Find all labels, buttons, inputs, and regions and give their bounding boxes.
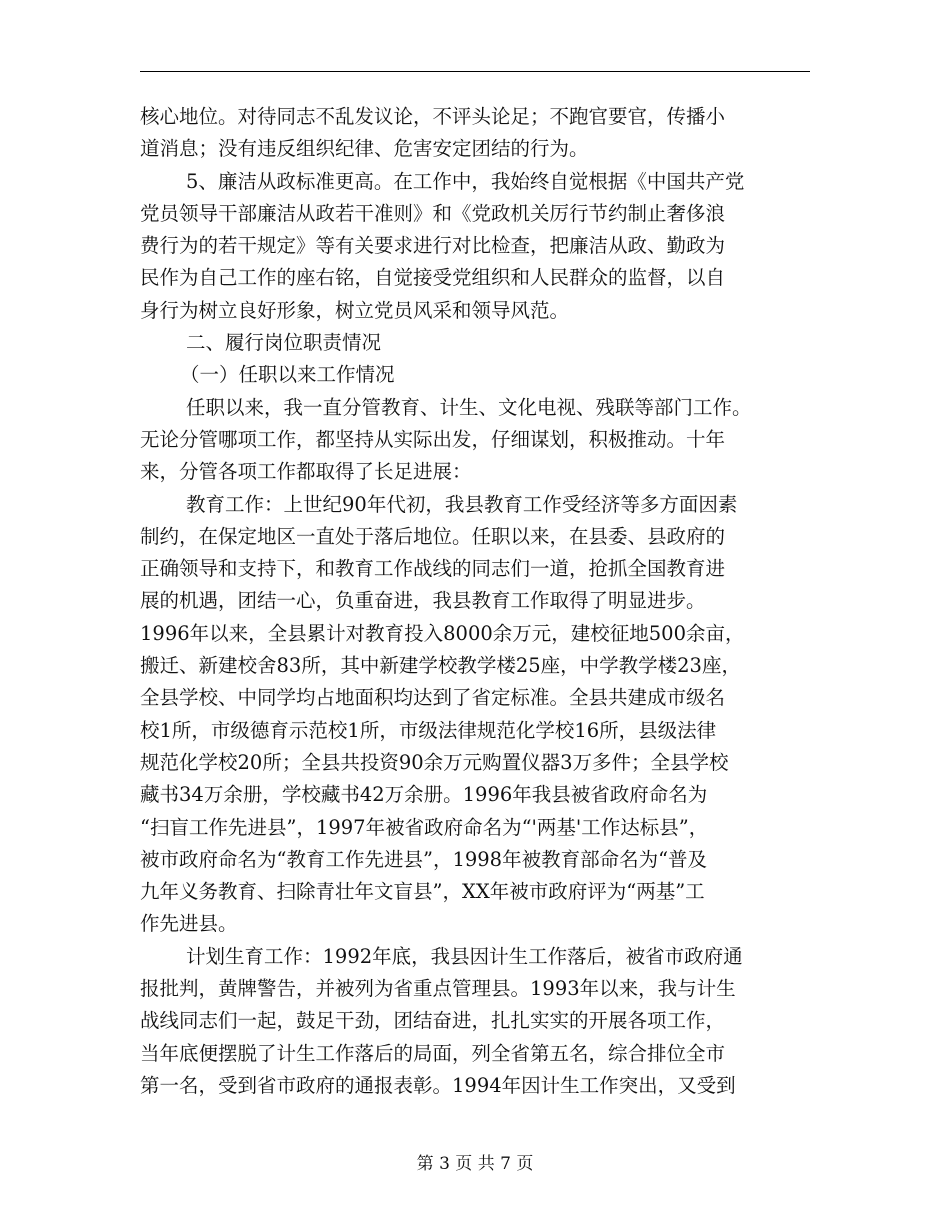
text-line: 民作为自己工作的座右铭，自觉接受党组织和人民群众的监督，以自 — [140, 266, 726, 290]
text-line: 1996年以来，全县累计对教育投入8000余万元，建校征地500余亩， — [140, 621, 745, 645]
page-footer: 第 3 页 共 7 页 — [416, 1154, 534, 1174]
text-line: 战线同志们一起，鼓足干劲，团结奋进，扎扎实实的开展各项工作， — [140, 1009, 726, 1033]
text-line: 报批判，黄牌警告，并被列为省重点管理县。1993年以来，我与计生 — [140, 977, 736, 1001]
text-line: 核心地位。对待同志不乱发议论，不评头论足；不跑官要官，传播小 — [140, 105, 726, 128]
text-line: 制约，在保定地区一直处于落后地位。任职以来，在县委、县政府的 — [140, 524, 726, 548]
text-line: 身行为树立良好形象，树立党员风采和领导风范。 — [140, 298, 570, 322]
paragraph-start: 计划生育工作：1992年底，我县因计生工作落后，被省市政府通 — [186, 944, 743, 968]
paragraph-start: 5、廉洁从政标准更高。在工作中，我始终自觉根据《中国共产党 — [186, 169, 745, 193]
text-line: 校1所，市级德育示范校1所，市级法律规范化学校16所，县级法律 — [140, 718, 717, 742]
paragraph-start: 任职以来，我一直分管教育、计生、文化电视、残联等部门工作。 — [186, 395, 752, 419]
text-line: 当年底便摆脱了计生工作落后的局面，列全省第五名，综合排位全市 — [140, 1041, 726, 1065]
text-line: 第一名，受到省市政府的通报表彰。1994年因计生工作突出，又受到 — [140, 1073, 736, 1097]
text-line: 党员领导干部廉洁从政若干准则》和《党政机关厉行节约制止奢侈浪 — [140, 201, 726, 225]
paragraph-start: 教育工作：上世纪90年代初，我县教育工作受经济等多方面因素 — [186, 492, 738, 516]
text-line: “扫盲工作先进县”，1997年被省政府命名为“'两基'工作达标县”， — [140, 815, 709, 839]
header-rule — [140, 71, 810, 72]
section-heading: 二、履行岗位职责情况 — [186, 331, 382, 355]
text-line: 正确领导和支持下，和教育工作战线的同志们一道，抢抓全国教育进 — [140, 557, 726, 581]
text-line: 搬迁、新建校舍83所，其中新建学校教学楼25座，中学教学楼23座， — [140, 654, 741, 678]
text-line: 藏书34万余册，学校藏书42万余册。1996年我县被省政府命名为 — [140, 783, 708, 807]
text-line: 九年义务教育、扫除青壮年文盲县”，XX年被市政府评为“两基”工 — [140, 880, 705, 904]
text-line: 全县学校、中同学均占地面积均达到了省定标准。全县共建成市级名 — [140, 686, 726, 710]
text-line: 来，分管各项工作都取得了长足进展： — [140, 460, 472, 484]
text-line: 道消息；没有违反组织纪律、危害安定团结的行为。 — [140, 137, 589, 161]
document-body — [140, 101, 810, 1102]
text-line: 被市政府命名为“教育工作先进县”，1998年被教育部命名为“普及 — [140, 847, 708, 871]
text-line: 作先进县。 — [140, 912, 238, 936]
text-line: 费行为的若干规定》等有关要求进行对比检查，把廉洁从政、勤政为 — [140, 234, 726, 258]
subsection-heading: （一）任职以来工作情况 — [180, 363, 395, 387]
text-line: 无论分管哪项工作，都坚持从实际出发，仔细谋划，积极推动。十年 — [140, 427, 726, 451]
text-line: 展的机遇，团结一心，负重奋进，我县教育工作取得了明显进步。 — [140, 589, 706, 613]
text-line: 规范化学校20所；全县共投资90余万元购置仪器3万多件；全县学校 — [140, 750, 729, 774]
